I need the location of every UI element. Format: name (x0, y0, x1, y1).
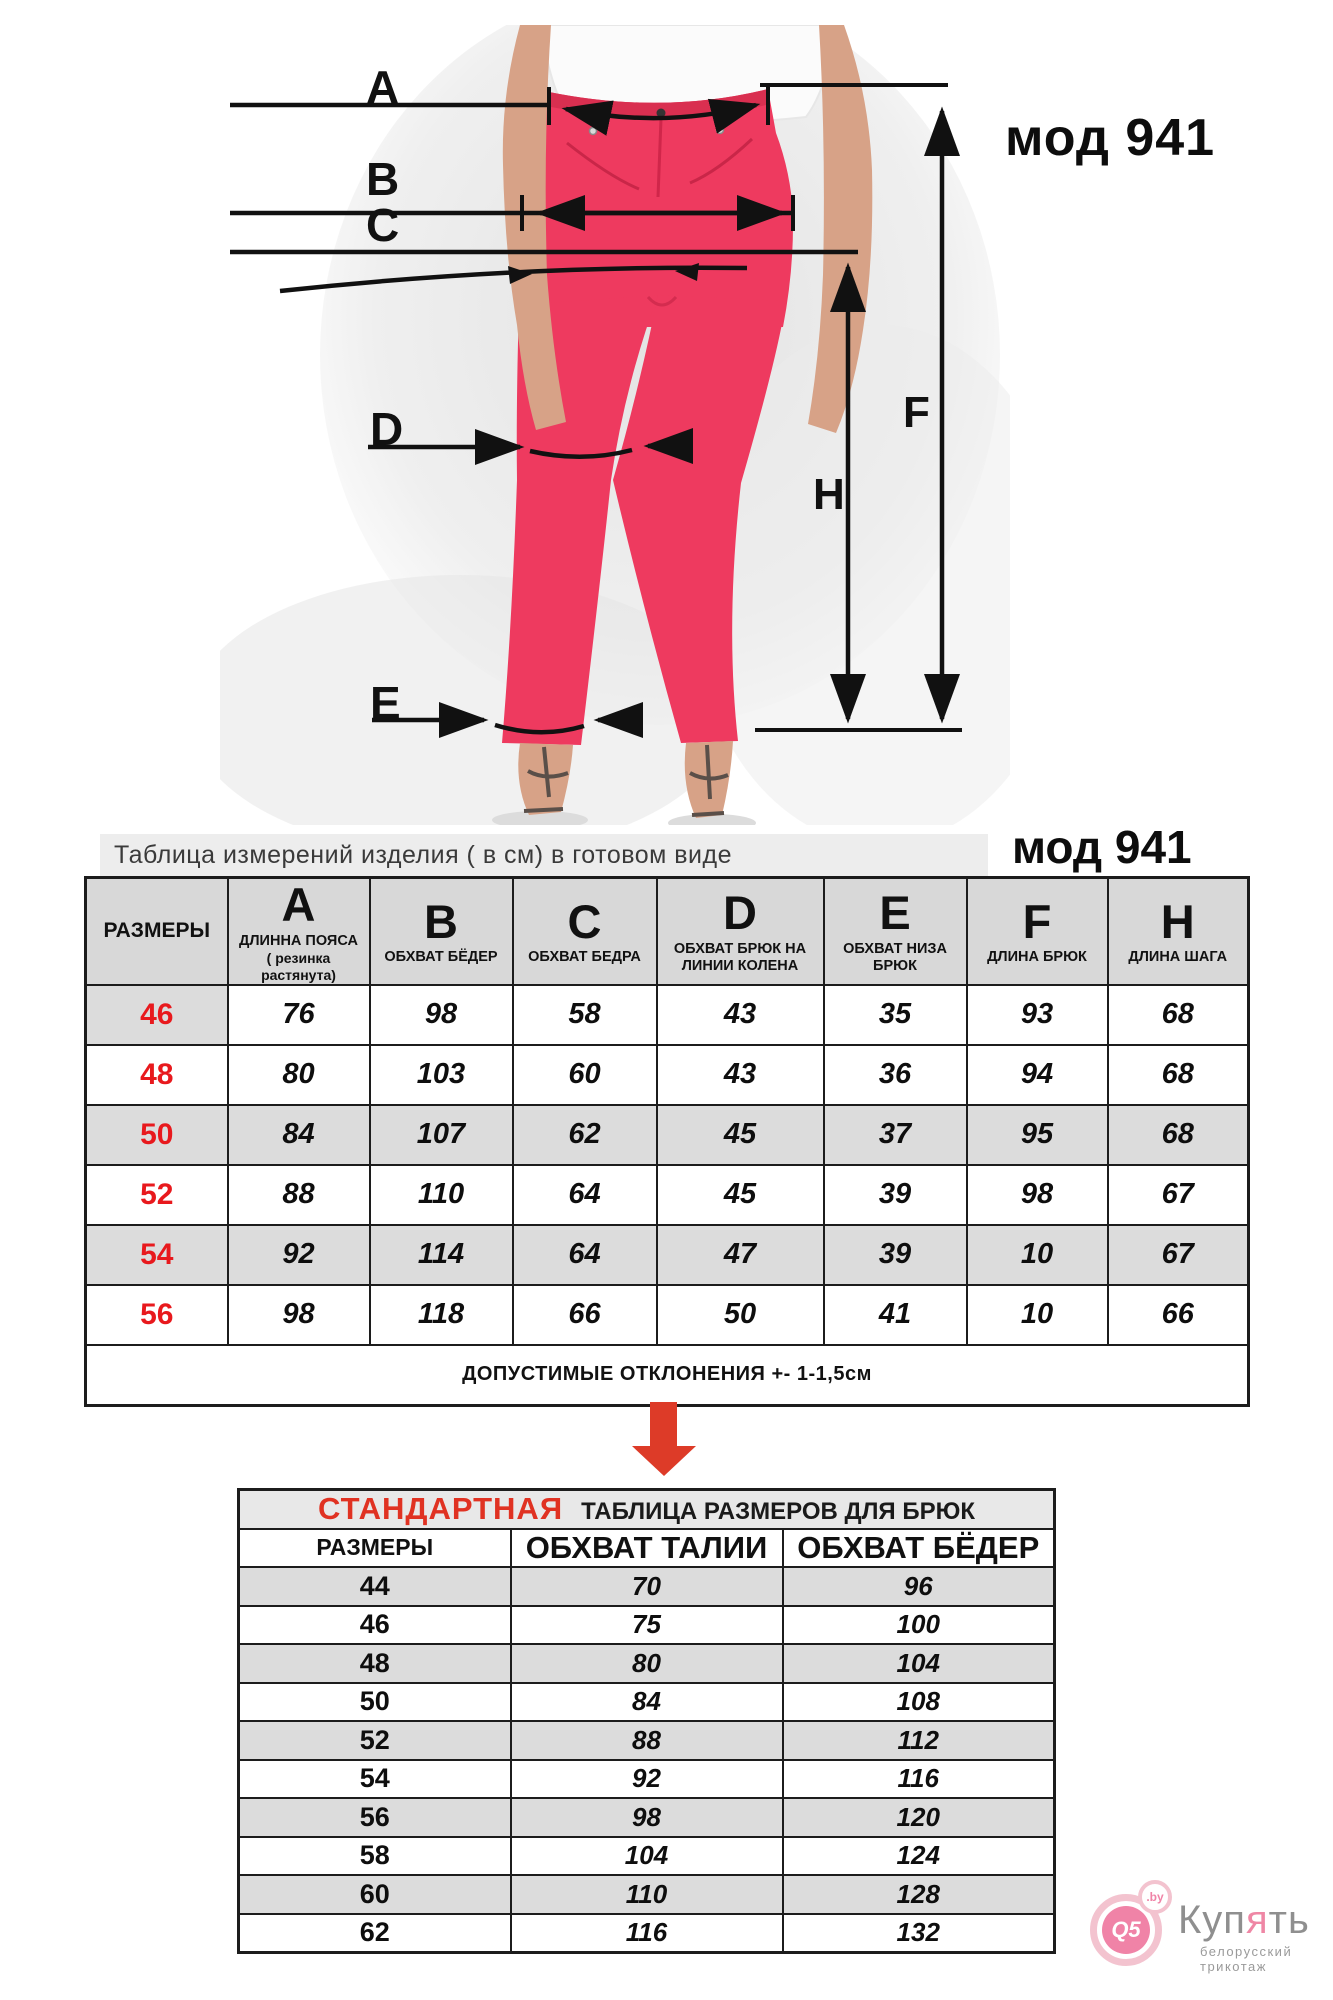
size-cell: 56 (239, 1798, 511, 1837)
value-cell: 92 (511, 1760, 783, 1799)
value-cell: 124 (783, 1837, 1055, 1876)
size-cell: 60 (239, 1875, 511, 1914)
value-cell: 110 (370, 1165, 513, 1225)
value-cell: 43 (657, 985, 824, 1045)
value-cell: 47 (657, 1225, 824, 1285)
size-cell: 50 (239, 1683, 511, 1722)
value-cell: 62 (513, 1105, 657, 1165)
col-letter: H (1160, 894, 1195, 948)
table1-col-header-H (1108, 878, 1249, 985)
table2-row-46 (239, 1606, 1055, 1645)
value-cell: 50 (657, 1285, 824, 1345)
size-cell: 52 (239, 1721, 511, 1760)
col-letter: B (424, 894, 458, 948)
value-cell: 58 (513, 985, 657, 1045)
model-number-top: мод 941 (1005, 109, 1216, 167)
table2-row-54 (239, 1760, 1055, 1799)
table2-header-cell: РАЗМЕРЫ (239, 1529, 511, 1568)
size-cell: 56 (86, 1285, 228, 1345)
value-cell: 84 (511, 1683, 783, 1722)
col-desc: ОБХВАТ БЁДЕР (384, 949, 498, 966)
size-cell: 48 (239, 1644, 511, 1683)
value-cell: 128 (783, 1875, 1055, 1914)
col-letter: D (723, 886, 757, 940)
value-cell: 64 (513, 1165, 657, 1225)
label-A: A (366, 61, 400, 113)
logo-name (1178, 1898, 1310, 1943)
col-desc: ДЛИННА ПОЯСА (239, 932, 358, 949)
table1-col-header-F (967, 878, 1108, 985)
col-desc: ОБХВАТ НИЗА БРЮК (843, 940, 947, 975)
rivet (717, 127, 724, 134)
col-desc: ДЛИНА БРЮК (987, 949, 1087, 966)
table1-col-header-E (824, 878, 967, 985)
size-cell: 52 (86, 1165, 228, 1225)
table2-title-row (239, 1490, 1055, 1529)
col-letter: A (281, 878, 316, 931)
value-cell: 132 (783, 1914, 1055, 1953)
shop-logo (1082, 1878, 1332, 1978)
value-cell: 98 (370, 985, 513, 1045)
table2-row-60 (239, 1875, 1055, 1914)
value-cell: 98 (511, 1798, 783, 1837)
table1-size-header: РАЗМЕРЫ (86, 878, 228, 985)
standard-size-table (237, 1488, 1056, 1954)
value-cell: 43 (657, 1045, 824, 1105)
value-cell: 114 (370, 1225, 513, 1285)
value-cell: 116 (511, 1914, 783, 1953)
down-arrow-shaft (650, 1402, 677, 1447)
value-cell: 84 (228, 1105, 370, 1165)
value-cell: 88 (511, 1721, 783, 1760)
size-cell: 50 (86, 1105, 228, 1165)
value-cell: 70 (511, 1567, 783, 1606)
value-cell: 76 (228, 985, 370, 1045)
value-cell: 104 (783, 1644, 1055, 1683)
product-photo (220, 25, 1010, 825)
value-cell: 88 (228, 1165, 370, 1225)
table1-row-46 (86, 985, 1249, 1045)
value-cell: 95 (967, 1105, 1108, 1165)
table2-row-48 (239, 1644, 1055, 1683)
value-cell: 118 (370, 1285, 513, 1345)
label-D: D (370, 403, 404, 455)
value-cell: 75 (511, 1606, 783, 1645)
value-cell: 45 (657, 1105, 824, 1165)
value-cell: 39 (824, 1165, 967, 1225)
table2-row-58 (239, 1837, 1055, 1876)
size-cell: 58 (239, 1837, 511, 1876)
table1-row-56 (86, 1285, 1249, 1345)
value-cell: 35 (824, 985, 967, 1045)
value-cell: 10 (967, 1285, 1108, 1345)
table2-row-50 (239, 1683, 1055, 1722)
logo-tagline: белорусский трикотаж (1200, 1944, 1293, 1974)
value-cell: 93 (967, 985, 1108, 1045)
value-cell: 120 (783, 1798, 1055, 1837)
value-cell: 66 (1108, 1285, 1249, 1345)
table2-row-52 (239, 1721, 1055, 1760)
value-cell: 67 (1108, 1225, 1249, 1285)
table1-col-header-C (513, 878, 657, 985)
garment-measurements-table (84, 876, 1250, 1407)
logo-badge: Q5 (1102, 1906, 1150, 1954)
label-F: F (903, 388, 930, 437)
value-cell: 103 (370, 1045, 513, 1105)
label-B: B (366, 153, 400, 205)
table2-title-accent: СТАНДАРТНАЯ (318, 1491, 564, 1527)
value-cell: 92 (228, 1225, 370, 1285)
value-cell: 110 (511, 1875, 783, 1914)
table1-col-header-B (370, 878, 513, 985)
value-cell: 100 (783, 1606, 1055, 1645)
rivet (590, 128, 597, 135)
size-cell: 44 (239, 1567, 511, 1606)
value-cell: 112 (783, 1721, 1055, 1760)
table1-row-54 (86, 1225, 1249, 1285)
value-cell: 108 (783, 1683, 1055, 1722)
logo-name-part: ть (1268, 1898, 1310, 1942)
size-cell: 54 (86, 1225, 228, 1285)
pants-measurement-diagram (220, 25, 1010, 825)
table2-header-cell: ОБХВАТ БЁДЕР (783, 1529, 1055, 1568)
col-letter: F (1022, 894, 1052, 948)
label-H: H (813, 470, 845, 519)
logo-badge-suffix: .by (1138, 1880, 1172, 1914)
table1-row-52 (86, 1165, 1249, 1225)
table1-footer-row (86, 1345, 1249, 1406)
tolerance-note: ДОПУСТИМЫЕ ОТКЛОНЕНИЯ +- 1-1,5см (86, 1345, 1249, 1406)
value-cell: 80 (511, 1644, 783, 1683)
table1-row-50 (86, 1105, 1249, 1165)
value-cell: 68 (1108, 1105, 1249, 1165)
value-cell: 37 (824, 1105, 967, 1165)
table1-title: Таблица измерений изделия ( в см) в готовом виде (100, 834, 988, 876)
value-cell: 41 (824, 1285, 967, 1345)
value-cell: 66 (513, 1285, 657, 1345)
value-cell: 94 (967, 1045, 1108, 1105)
model-number-table: мод 941 (1012, 821, 1192, 873)
size-cell: 54 (239, 1760, 511, 1799)
value-cell: 98 (967, 1165, 1108, 1225)
value-cell: 98 (228, 1285, 370, 1345)
table1-header-row (86, 878, 1249, 985)
col-letter: C (567, 894, 602, 948)
col-desc: ОБХВАТ БЕДРА (528, 949, 641, 966)
value-cell: 116 (783, 1760, 1055, 1799)
table2-header-cell: ОБХВАТ ТАЛИИ (511, 1529, 783, 1568)
table2-row-44 (239, 1567, 1055, 1606)
value-cell: 107 (370, 1105, 513, 1165)
col-letter: E (879, 886, 911, 940)
value-cell: 39 (824, 1225, 967, 1285)
col-desc: ОБХВАТ БРЮК НА ЛИНИИ КОЛЕНА (673, 940, 807, 975)
value-cell: 45 (657, 1165, 824, 1225)
value-cell: 104 (511, 1837, 783, 1876)
down-arrow-head (632, 1446, 696, 1476)
table1-col-header-A (228, 878, 370, 985)
value-cell: 36 (824, 1045, 967, 1105)
label-C: C (366, 199, 400, 251)
value-cell: 68 (1108, 1045, 1249, 1105)
col-desc: ДЛИНА ШАГА (1128, 949, 1228, 966)
value-cell: 10 (967, 1225, 1108, 1285)
table1-row-48 (86, 1045, 1249, 1105)
size-cell: 46 (86, 985, 228, 1045)
value-cell: 64 (513, 1225, 657, 1285)
value-cell: 68 (1108, 985, 1249, 1045)
size-cell: 48 (86, 1045, 228, 1105)
label-E: E (370, 677, 401, 729)
logo-name-part: Куп (1178, 1898, 1246, 1942)
table2-title-rest: ТАБЛИЦА РАЗМЕРОВ ДЛЯ БРЮК (581, 1498, 975, 1526)
table2-row-56 (239, 1798, 1055, 1837)
size-cell: 62 (239, 1914, 511, 1953)
table2-row-62 (239, 1914, 1055, 1953)
table1-col-header-D (657, 878, 824, 985)
logo-name-accent: я (1245, 1898, 1269, 1942)
size-cell: 46 (239, 1606, 511, 1645)
value-cell: 96 (783, 1567, 1055, 1606)
table2-header-row (239, 1529, 1055, 1568)
value-cell: 80 (228, 1045, 370, 1105)
value-cell: 60 (513, 1045, 657, 1105)
value-cell: 67 (1108, 1165, 1249, 1225)
col-desc-note: ( резинка растянута) (261, 950, 336, 983)
table2-title (239, 1490, 1055, 1529)
